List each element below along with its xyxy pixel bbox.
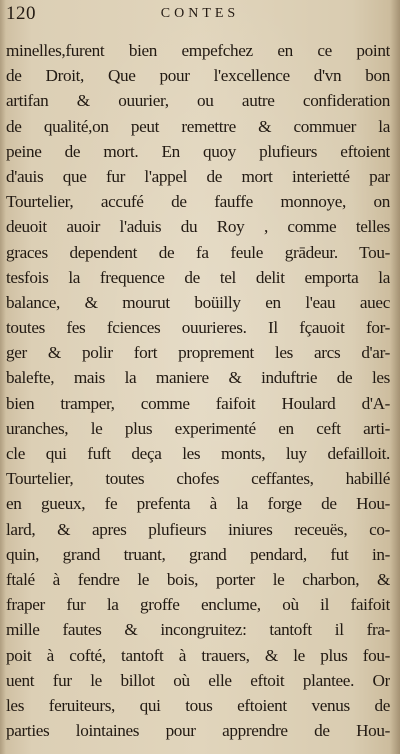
body-text — [6, 38, 390, 743]
text-line: Tourtelier, accufé de fauffe monnoye, on — [6, 192, 390, 212]
text-line: artifan & ouurier, ou autre confideration — [6, 91, 390, 111]
text-line: quin, grand truant, grand pendard, fut in- — [6, 544, 390, 564]
text-line: bien tramper, comme faifoit Houlard d'A- — [6, 393, 390, 413]
text-line: ftalé à fendre le bois, porter le charbon, & — [6, 569, 390, 589]
text-line: tesfois la frequence de tel delit emporta la — [6, 267, 390, 287]
text-line: de Droit, Que pour l'excellence d'vn bon — [6, 66, 390, 86]
text-line: deuoit auoir l'aduis du Roy , comme telles — [6, 217, 390, 237]
text-line: lard, & apres plufieurs iniures receuës, co- — [6, 519, 390, 539]
page-header — [0, 2, 400, 28]
text-line: poit à cofté, tantoft à trauers, & le plus fou- — [6, 645, 390, 665]
text-line: fraper fur la groffe enclume, où il faifoit — [6, 595, 390, 615]
text-line: parties lointaines pour apprendre de Hou- — [6, 721, 390, 741]
text-line: graces dependent de fa feule grādeur. Tou- — [6, 242, 390, 262]
text-line: cle qui fuft deça les monts, luy defailloit. — [6, 444, 390, 463]
page-number: 120 — [6, 3, 36, 24]
text-line: les feruiteurs, qui tous eftoient venus de — [6, 695, 390, 715]
text-line: Tourtelier, toutes chofes ceffantes, habillé — [6, 469, 390, 489]
text-line: balefte, mais la maniere & induftrie de les — [6, 368, 390, 388]
text-line: uranches, le plus experimenté en ceft arti- — [6, 418, 390, 438]
text-line: en gueux, fe prefenta à la forge de Hou- — [6, 494, 390, 514]
text-line: minelles,furent bien empefchez en ce point — [6, 41, 390, 60]
text-line: d'auis que fur l'appel de mort interietté par — [6, 166, 390, 186]
text-line: ger & polir fort proprement les arcs d'ar- — [6, 343, 390, 363]
text-line: peine de mort. En quoy plufieurs eftoient — [6, 141, 390, 161]
text-line: de qualité,on peut remettre & commuer la — [6, 116, 390, 136]
text-line: toutes fes fciences ouurieres. Il fçauoit for- — [6, 318, 390, 338]
page-edge-shadow-right — [390, 0, 400, 754]
text-line: balance, & mourut boüilly en l'eau auec — [6, 292, 390, 312]
text-line: mille fautes & incongruitez: tantoft il fra- — [6, 620, 390, 640]
running-head: CONTES — [160, 6, 240, 21]
text-line: uent fur le billot où elle eftoit plantee. Or — [6, 670, 390, 690]
